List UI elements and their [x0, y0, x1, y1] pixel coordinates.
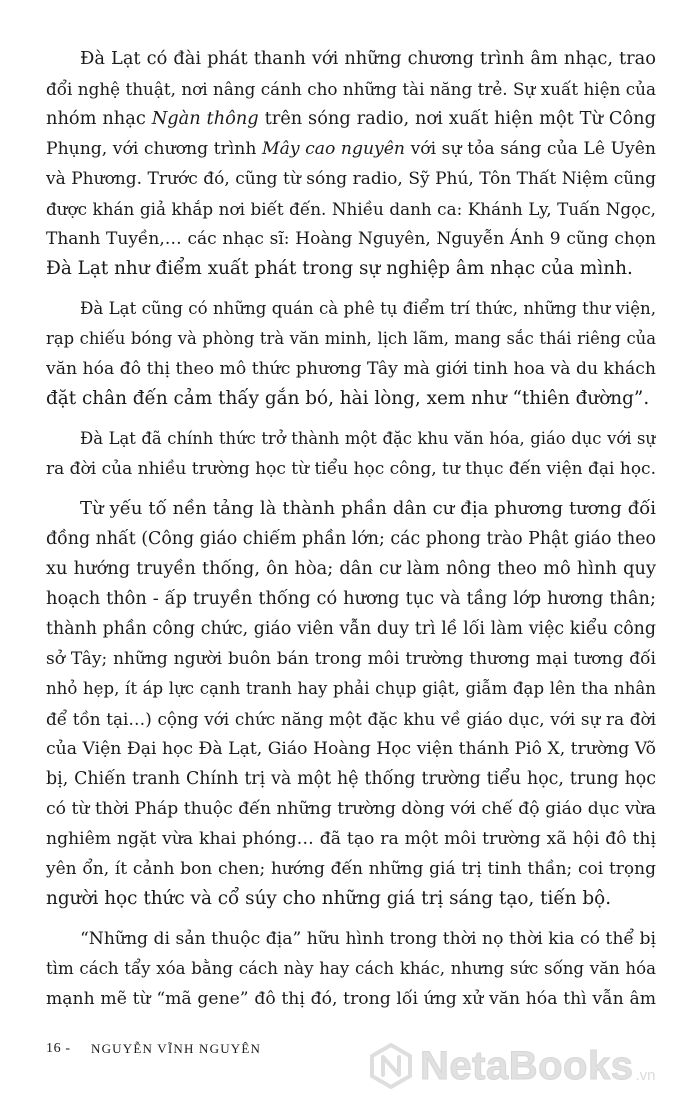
text-line: Thanh Tuyền,… các nhạc sĩ: Hoàng Nguyên, Nguyễn Ánh 9 cũng chọn	[46, 229, 656, 249]
text-line: nhỏ hẹp, ít áp lực cạnh tranh hay phải chụp giật, giẫm đạp lên tha nhân	[46, 679, 656, 698]
text-line: Đà Lạt như điểm xuất phát trong sự nghiệp âm nhạc của mình.	[46, 258, 633, 279]
text-line: ra đời của nhiều trường học từ tiểu học công, tư thục đến viện đại học.	[46, 459, 656, 479]
text-line: văn hóa đô thị theo mô thức phương Tây mà giới tinh hoa và du khách	[46, 359, 656, 379]
text-line: tìm cách tẩy xóa bằng cách này hay cách khác, nhưng sức sống văn hóa	[46, 959, 656, 978]
paragraph	[46, 924, 656, 1014]
text-line: của Viện Đại học Đà Lạt, Giáo Hoàng Học viện thánh Piô X, trường Võ	[46, 739, 656, 759]
text-line: để tồn tại…) cộng với chức năng một đặc khu về giáo dục, với sự ra đời	[46, 709, 656, 729]
watermark-text: NetaBooks	[420, 1043, 634, 1088]
netabooks-watermark	[368, 1040, 655, 1092]
watermark-suffix: .vn	[635, 1067, 656, 1084]
text-line: “Những di sản thuộc địa” hữu hình trong thời nọ thời kia có thể bị	[80, 929, 656, 949]
page-number	[46, 1041, 71, 1057]
text-line: đặt chân đến cảm thấy gắn bó, hài lòng, xem như “thiên đường”.	[46, 388, 650, 409]
text-line: có từ thời Pháp thuộc đến những trường dòng với chế độ giáo dục vừa	[46, 799, 656, 819]
text-line: Đà Lạt cũng có những quán cà phê tụ điểm trí thức, những thư viện,	[80, 299, 656, 318]
text-line: xu hướng truyền thống, ôn hòa; dân cư làm nông theo mô hình quy	[46, 558, 656, 579]
text-line: Phụng, với chương trình Mây cao nguyên với sự tỏa sáng của Lê Uyên	[46, 139, 656, 159]
page-number-value: 16	[46, 1041, 62, 1056]
text-line: mạnh mẽ từ “mã gene” đô thị đó, trong lối ứng xử văn hóa thì vẫn âm	[46, 989, 656, 1009]
netabooks-logo-icon	[368, 1043, 414, 1089]
text-line: bị, Chiến tranh Chính trị và một hệ thống trường tiểu học, trung học	[46, 769, 656, 789]
text-line: yên ổn, ít cảnh bon chen; hướng đến những giá trị tinh thần; coi trọng	[46, 859, 656, 879]
text-line: thành phần công chức, giáo viên vẫn duy trì lề lối làm việc kiểu công	[46, 619, 656, 639]
paragraph	[46, 294, 656, 414]
paragraph	[46, 424, 656, 484]
footer-separator: -	[65, 1041, 71, 1056]
text-line: rạp chiếu bóng và phòng trà văn minh, lịch lãm, mang sắc thái riêng của	[46, 329, 656, 348]
running-author: NGUYỄN VĨNH NGUYÊN	[91, 1041, 262, 1056]
text-line: nghiêm ngặt vừa khai phóng… đã tạo ra một môi trường xã hội đô thị	[46, 829, 656, 849]
text-line: được khán giả khắp nơi biết đến. Nhiều danh ca: Khánh Ly, Tuấn Ngọc,	[46, 199, 656, 219]
body-text	[46, 44, 656, 1014]
text-line: đồng nhất (Công giáo chiếm phần lớn; các phong trào Phật giáo theo	[46, 529, 656, 549]
text-line: sở Tây; những người buôn bán trong môi trường thương mại tương đối	[46, 649, 656, 669]
text-line: hoạch thôn - ấp truyền thống có hương tục và tầng lớp hương thân;	[46, 588, 656, 609]
text-line: nhóm nhạc Ngàn thông trên sóng radio, nơi xuất hiện một Từ Công	[46, 108, 656, 129]
paragraph	[46, 494, 656, 914]
text-line: Đà Lạt có đài phát thanh với những chương trình âm nhạc, trao	[80, 48, 656, 69]
text-line: và Phương. Trước đó, cũng từ sóng radio, Sỹ Phú, Tôn Thất Niệm cũng	[46, 169, 656, 189]
text-line: người học thức và cổ súy cho những giá trị sáng tạo, tiến bộ.	[46, 888, 612, 909]
paragraph	[46, 44, 656, 284]
text-line: đổi nghệ thuật, nơi nâng cánh cho những tài năng trẻ. Sự xuất hiện của	[46, 79, 656, 99]
text-line: Đà Lạt đã chính thức trở thành một đặc khu văn hóa, giáo dục với sự	[80, 429, 656, 448]
text-line: Từ yếu tố nền tảng là thành phần dân cư địa phương tương đối	[80, 498, 656, 519]
